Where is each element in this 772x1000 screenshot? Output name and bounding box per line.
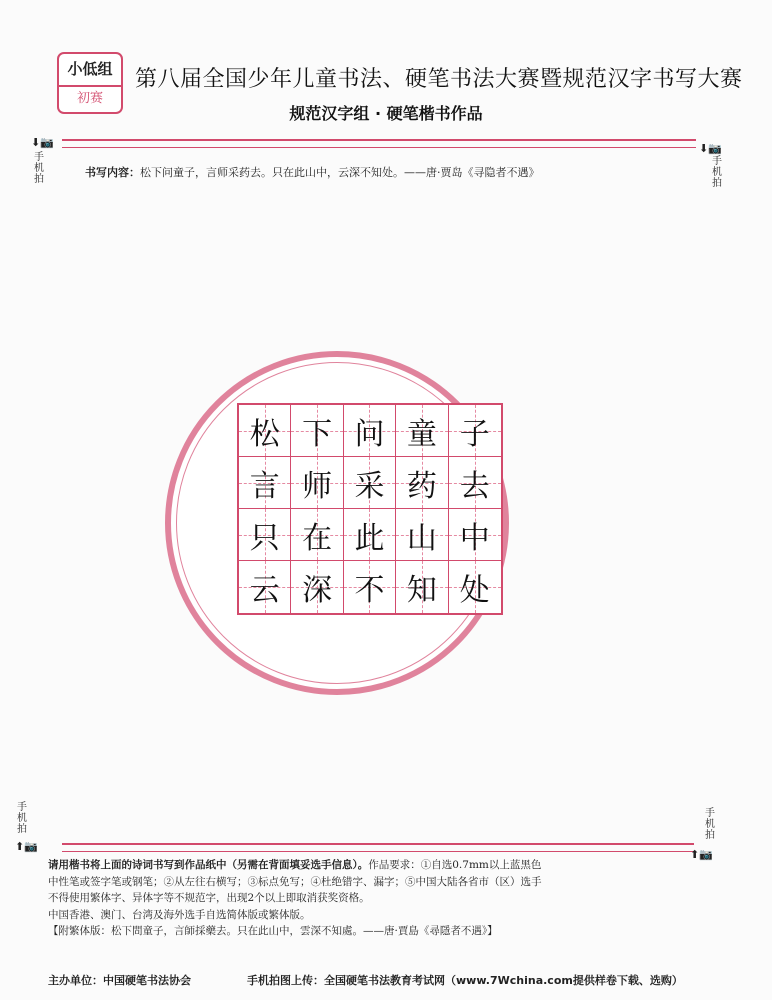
instructions-line4: 中国香港、澳门、台湾及海外选手自选简体版或繁体版。 — [48, 908, 311, 921]
grid-character: 中 — [459, 520, 490, 556]
grid-character: 下 — [302, 416, 333, 452]
grid-character: 在 — [302, 520, 333, 556]
instructions-line1: 作品要求：①自选0.7mm以上蓝黑色 — [368, 859, 542, 871]
grid-character: 问 — [354, 416, 385, 452]
writing-content — [85, 164, 540, 180]
phone-capture-label-bottom-left: 手 机 拍 — [17, 802, 27, 835]
grid-cell — [291, 457, 343, 509]
grid-character: 师 — [302, 468, 333, 504]
grid-character: 知 — [406, 573, 437, 608]
group-label: 小低组 — [59, 54, 121, 87]
top-cut-line — [62, 139, 696, 148]
writing-content-text: 松下问童子，言师采药去。只在此山中，云深不知处。——唐·贾岛《寻隐者不遇》 — [140, 166, 540, 179]
grid-cell — [449, 509, 501, 561]
phone-capture-label-bottom-right: 手 机 拍 — [705, 808, 715, 841]
instructions — [48, 857, 738, 940]
grid-character: 药 — [406, 468, 437, 504]
grid-cell — [396, 405, 448, 457]
grid-character: 只 — [249, 520, 280, 556]
writing-content-label: 书写内容： — [85, 166, 140, 179]
grid-cell — [291, 509, 343, 561]
grid-cell — [449, 561, 501, 613]
grid-character: 不 — [354, 573, 385, 608]
grid-cell — [239, 457, 291, 509]
grid-cell — [291, 561, 343, 613]
phone-capture-label-top-left: 手 机 拍 — [34, 152, 44, 185]
grid-character: 子 — [459, 416, 490, 452]
phone-capture-label-top-right: 手 机 拍 — [712, 156, 722, 189]
camera-icon-bottom-right: ⬆📷 — [690, 848, 713, 861]
grid-character: 童 — [406, 416, 437, 452]
grid-cell — [449, 405, 501, 457]
grid-character: 云 — [249, 573, 280, 608]
grid-cell — [449, 457, 501, 509]
grid-cell — [344, 509, 396, 561]
grid-character: 山 — [406, 520, 437, 556]
grid-character: 言 — [249, 468, 280, 504]
writing-grid — [237, 403, 503, 615]
grid-character: 松 — [249, 416, 280, 452]
grid-cell — [396, 561, 448, 613]
camera-icon-top-right: ⬇📷 — [699, 142, 722, 155]
grid-character: 深 — [302, 573, 333, 608]
footer-organizer: 主办单位：中国硬笔书法协会 — [48, 974, 191, 987]
grid-cell — [344, 561, 396, 613]
camera-icon-top-left: ⬇📷 — [31, 136, 54, 149]
grid-cell — [291, 405, 343, 457]
instructions-lead: 请用楷书将上面的诗词书写到作品纸中（另需在背面填妥选手信息）。 — [48, 859, 369, 871]
instructions-line2: 中性笔或签字笔或钢笔；②从左往右横写；③标点免写；④杜绝错字、漏字；⑤中国大陆各省市（区）选手 — [48, 875, 542, 888]
grid-cell — [396, 509, 448, 561]
grid-cell — [239, 509, 291, 561]
grid-cell — [344, 405, 396, 457]
bottom-cut-line — [62, 843, 694, 852]
round-label: 初赛 — [76, 91, 103, 106]
grid-character: 去 — [459, 468, 490, 504]
grid-character: 采 — [354, 468, 385, 504]
grid-cell — [239, 405, 291, 457]
grid-cell — [344, 457, 396, 509]
page-subtitle: 规范汉字组 · 硬笔楷书作品 — [289, 104, 483, 123]
traditional-version: 【附繁体版：松下問童子，言師採藥去。只在此山中，雲深不知處。——唐·賈島《尋隱者不遇》】 — [48, 925, 498, 937]
instructions-line3: 不得使用繁体字、异体字等不规范字，出现2个以上即取消获奖资格。 — [48, 892, 370, 904]
grid-cell — [239, 561, 291, 613]
grid-character: 此 — [354, 520, 385, 556]
camera-icon-bottom-left: ⬆📷 — [15, 840, 38, 853]
grid-character: 处 — [459, 573, 490, 608]
page-title: 第八届全国少年儿童书法、硬笔书法大赛暨规范汉字书写大赛 — [135, 67, 743, 92]
grid-cell — [396, 457, 448, 509]
footer-upload: 手机拍图上传：全国硬笔书法教育考试网（www.7Wchina.com提供样卷下载、选购） — [247, 974, 683, 987]
